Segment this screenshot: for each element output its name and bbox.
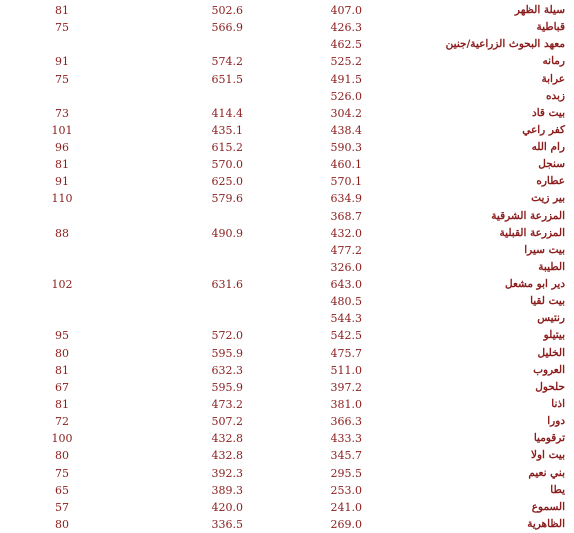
station-name-cell: رام الله [531,141,565,154]
station-name-cell: الظاهرية [527,517,565,530]
average-cell: 420.0 [211,500,243,514]
rainfall-cell: 643.0 [330,278,362,292]
rainfall-cell: 491.5 [330,72,362,86]
table-row [0,465,574,482]
table-row [0,396,574,413]
average-cell: 566.9 [211,21,243,35]
table-row [0,362,574,379]
percent-cell [38,259,86,276]
percent-cell: 81 [55,4,69,17]
average-cell: 570.0 [211,158,243,172]
average-cell [175,88,243,105]
percent-cell: 102 [51,278,73,292]
table-row [0,190,574,207]
rainfall-cell: 475.7 [330,346,362,360]
station-name-cell: سيلة الظهر [514,4,565,16]
table-row [0,293,574,310]
rainfall-cell: 462.5 [330,38,362,52]
rainfall-cell: 269.0 [330,517,362,531]
rainfall-cell: 407.0 [330,4,362,17]
rainfall-cell: 544.3 [330,312,362,326]
percent-cell: 75 [55,21,69,35]
rainfall-cell: 397.2 [330,380,362,394]
percent-cell: 72 [55,415,69,429]
percent-cell: 80 [55,449,69,463]
rainfall-cell: 526.0 [330,89,362,103]
table-row [0,19,574,36]
station-name-cell: الطيبة [538,260,565,273]
table-row [0,516,574,533]
table-row [0,327,574,344]
rainfall-cell: 438.4 [330,123,362,137]
rainfall-cell: 253.0 [330,483,362,497]
station-name-cell: معهد البحوث الزراعية/جنين [445,38,565,51]
average-cell: 625.0 [211,175,243,189]
rainfall-cell: 477.2 [330,243,362,257]
table-row [0,345,574,362]
station-name-cell: السموع [531,500,565,513]
table-row [0,71,574,88]
station-name-cell: عرابة [541,72,565,85]
average-cell: 435.1 [211,123,243,137]
percent-cell [38,208,86,225]
percent-cell: 96 [55,141,69,155]
table-row [0,413,574,430]
rainfall-cell: 542.5 [330,329,362,343]
station-name-cell: الخليل [537,346,565,359]
table-row [0,173,574,190]
table-row [0,379,574,396]
percent-cell: 81 [55,397,69,411]
rainfall-cell: 326.0 [330,260,362,274]
average-cell: 574.2 [211,55,243,69]
rainfall-cell: 426.3 [330,21,362,35]
rainfall-cell: 381.0 [330,397,362,411]
average-cell [175,208,243,225]
rainfall-cell: 295.5 [330,466,362,480]
percent-cell: 73 [55,106,69,120]
average-cell [175,293,243,310]
table-row [0,156,574,173]
station-name-cell: رنتيس [537,312,565,325]
percent-cell: 80 [55,517,69,531]
station-name-cell: بني نعيم [528,466,565,479]
station-name-cell: قباطية [536,21,565,34]
station-name-cell: رمانه [542,55,565,68]
table-row [0,447,574,464]
table-row [0,482,574,499]
rainfall-cell: 511.0 [330,363,362,377]
percent-cell: 81 [55,363,69,377]
percent-cell: 91 [55,55,69,69]
percent-cell: 91 [55,175,69,189]
percent-cell: 110 [51,192,73,206]
average-cell: 579.6 [211,192,243,206]
rainfall-cell: 634.9 [330,192,362,206]
table-row [0,88,574,105]
average-cell: 572.0 [211,329,243,343]
rainfall-cell: 433.3 [330,432,362,446]
rainfall-cell: 304.2 [330,106,362,120]
station-name-cell: يطا [550,483,565,496]
percent-cell [38,36,86,53]
station-name-cell: ترقوميا [533,432,565,445]
station-name-cell: بيت اولا [530,449,565,462]
station-name-cell: المزرعة القبلية [499,226,565,239]
rainfall-cell: 241.0 [330,500,362,514]
average-cell [175,242,243,259]
percent-cell: 81 [55,158,69,172]
percent-cell [38,88,86,105]
station-name-cell: بيت سيرا [524,243,565,256]
table-row [0,242,574,259]
station-name-cell: دير ابو مشعل [505,278,565,291]
station-name-cell: زبده [545,89,565,102]
average-cell: 336.5 [211,517,243,531]
station-name-cell: بيت لقيا [530,295,565,308]
station-name-cell: دورا [547,415,565,428]
station-name-cell: المزرعة الشرقية [491,209,565,222]
average-cell: 632.3 [211,363,243,377]
rainfall-cell: 460.1 [330,158,362,172]
percent-cell: 75 [55,72,69,86]
percent-cell [38,293,86,310]
table-row [0,499,574,516]
rainfall-cell: 345.7 [330,449,362,463]
average-cell: 414.4 [211,106,243,120]
average-cell: 507.2 [211,415,243,429]
rainfall-cell: 366.3 [330,415,362,429]
table-row [0,2,574,19]
table-row [0,122,574,139]
table-row [0,225,574,242]
percent-cell [38,310,86,327]
average-cell: 490.9 [211,226,243,240]
percent-cell: 67 [55,380,69,394]
average-cell: 595.9 [211,380,243,394]
table-row [0,208,574,225]
station-name-cell: العروب [533,363,565,376]
rainfall-cell: 368.7 [330,209,362,223]
percent-cell: 101 [51,123,73,137]
percent-cell: 88 [55,226,69,240]
average-cell: 392.3 [211,466,243,480]
rainfall-cell: 480.5 [330,295,362,309]
station-name-cell: بير زيت [531,192,565,205]
average-cell: 389.3 [211,483,243,497]
table-row [0,430,574,447]
table-row [0,105,574,122]
percent-cell: 65 [55,483,69,497]
average-cell: 595.9 [211,346,243,360]
average-cell [175,310,243,327]
rainfall-cell: 432.0 [330,226,362,240]
percent-cell: 57 [55,500,69,514]
table-row [0,36,574,53]
average-cell: 651.5 [211,72,243,86]
table-row [0,259,574,276]
table-row [0,310,574,327]
station-name-cell: بيتيلو [543,329,565,342]
station-name-cell: اذنا [551,397,565,410]
station-name-cell: سنجل [538,158,565,171]
average-cell: 502.6 [211,4,243,17]
average-cell: 432.8 [211,432,243,446]
station-name-cell: عطاره [536,175,565,188]
station-name-cell: بيت قاد [532,106,565,119]
percent-cell: 100 [51,432,73,446]
table-row [0,139,574,156]
average-cell [175,259,243,276]
average-cell: 615.2 [211,141,243,155]
station-name-cell: كفر راعي [522,123,565,136]
table-row [0,53,574,70]
percent-cell: 95 [55,329,69,343]
percent-cell [38,242,86,259]
rainfall-cell: 590.3 [330,141,362,155]
percent-cell: 80 [55,346,69,360]
average-cell [175,36,243,53]
percent-cell: 75 [55,466,69,480]
table-row [0,276,574,293]
rainfall-cell: 570.1 [330,175,362,189]
average-cell: 473.2 [211,397,243,411]
average-cell: 432.8 [211,449,243,463]
average-cell: 631.6 [211,278,243,292]
station-name-cell: حلحول [535,380,565,393]
rainfall-cell: 525.2 [330,55,362,69]
